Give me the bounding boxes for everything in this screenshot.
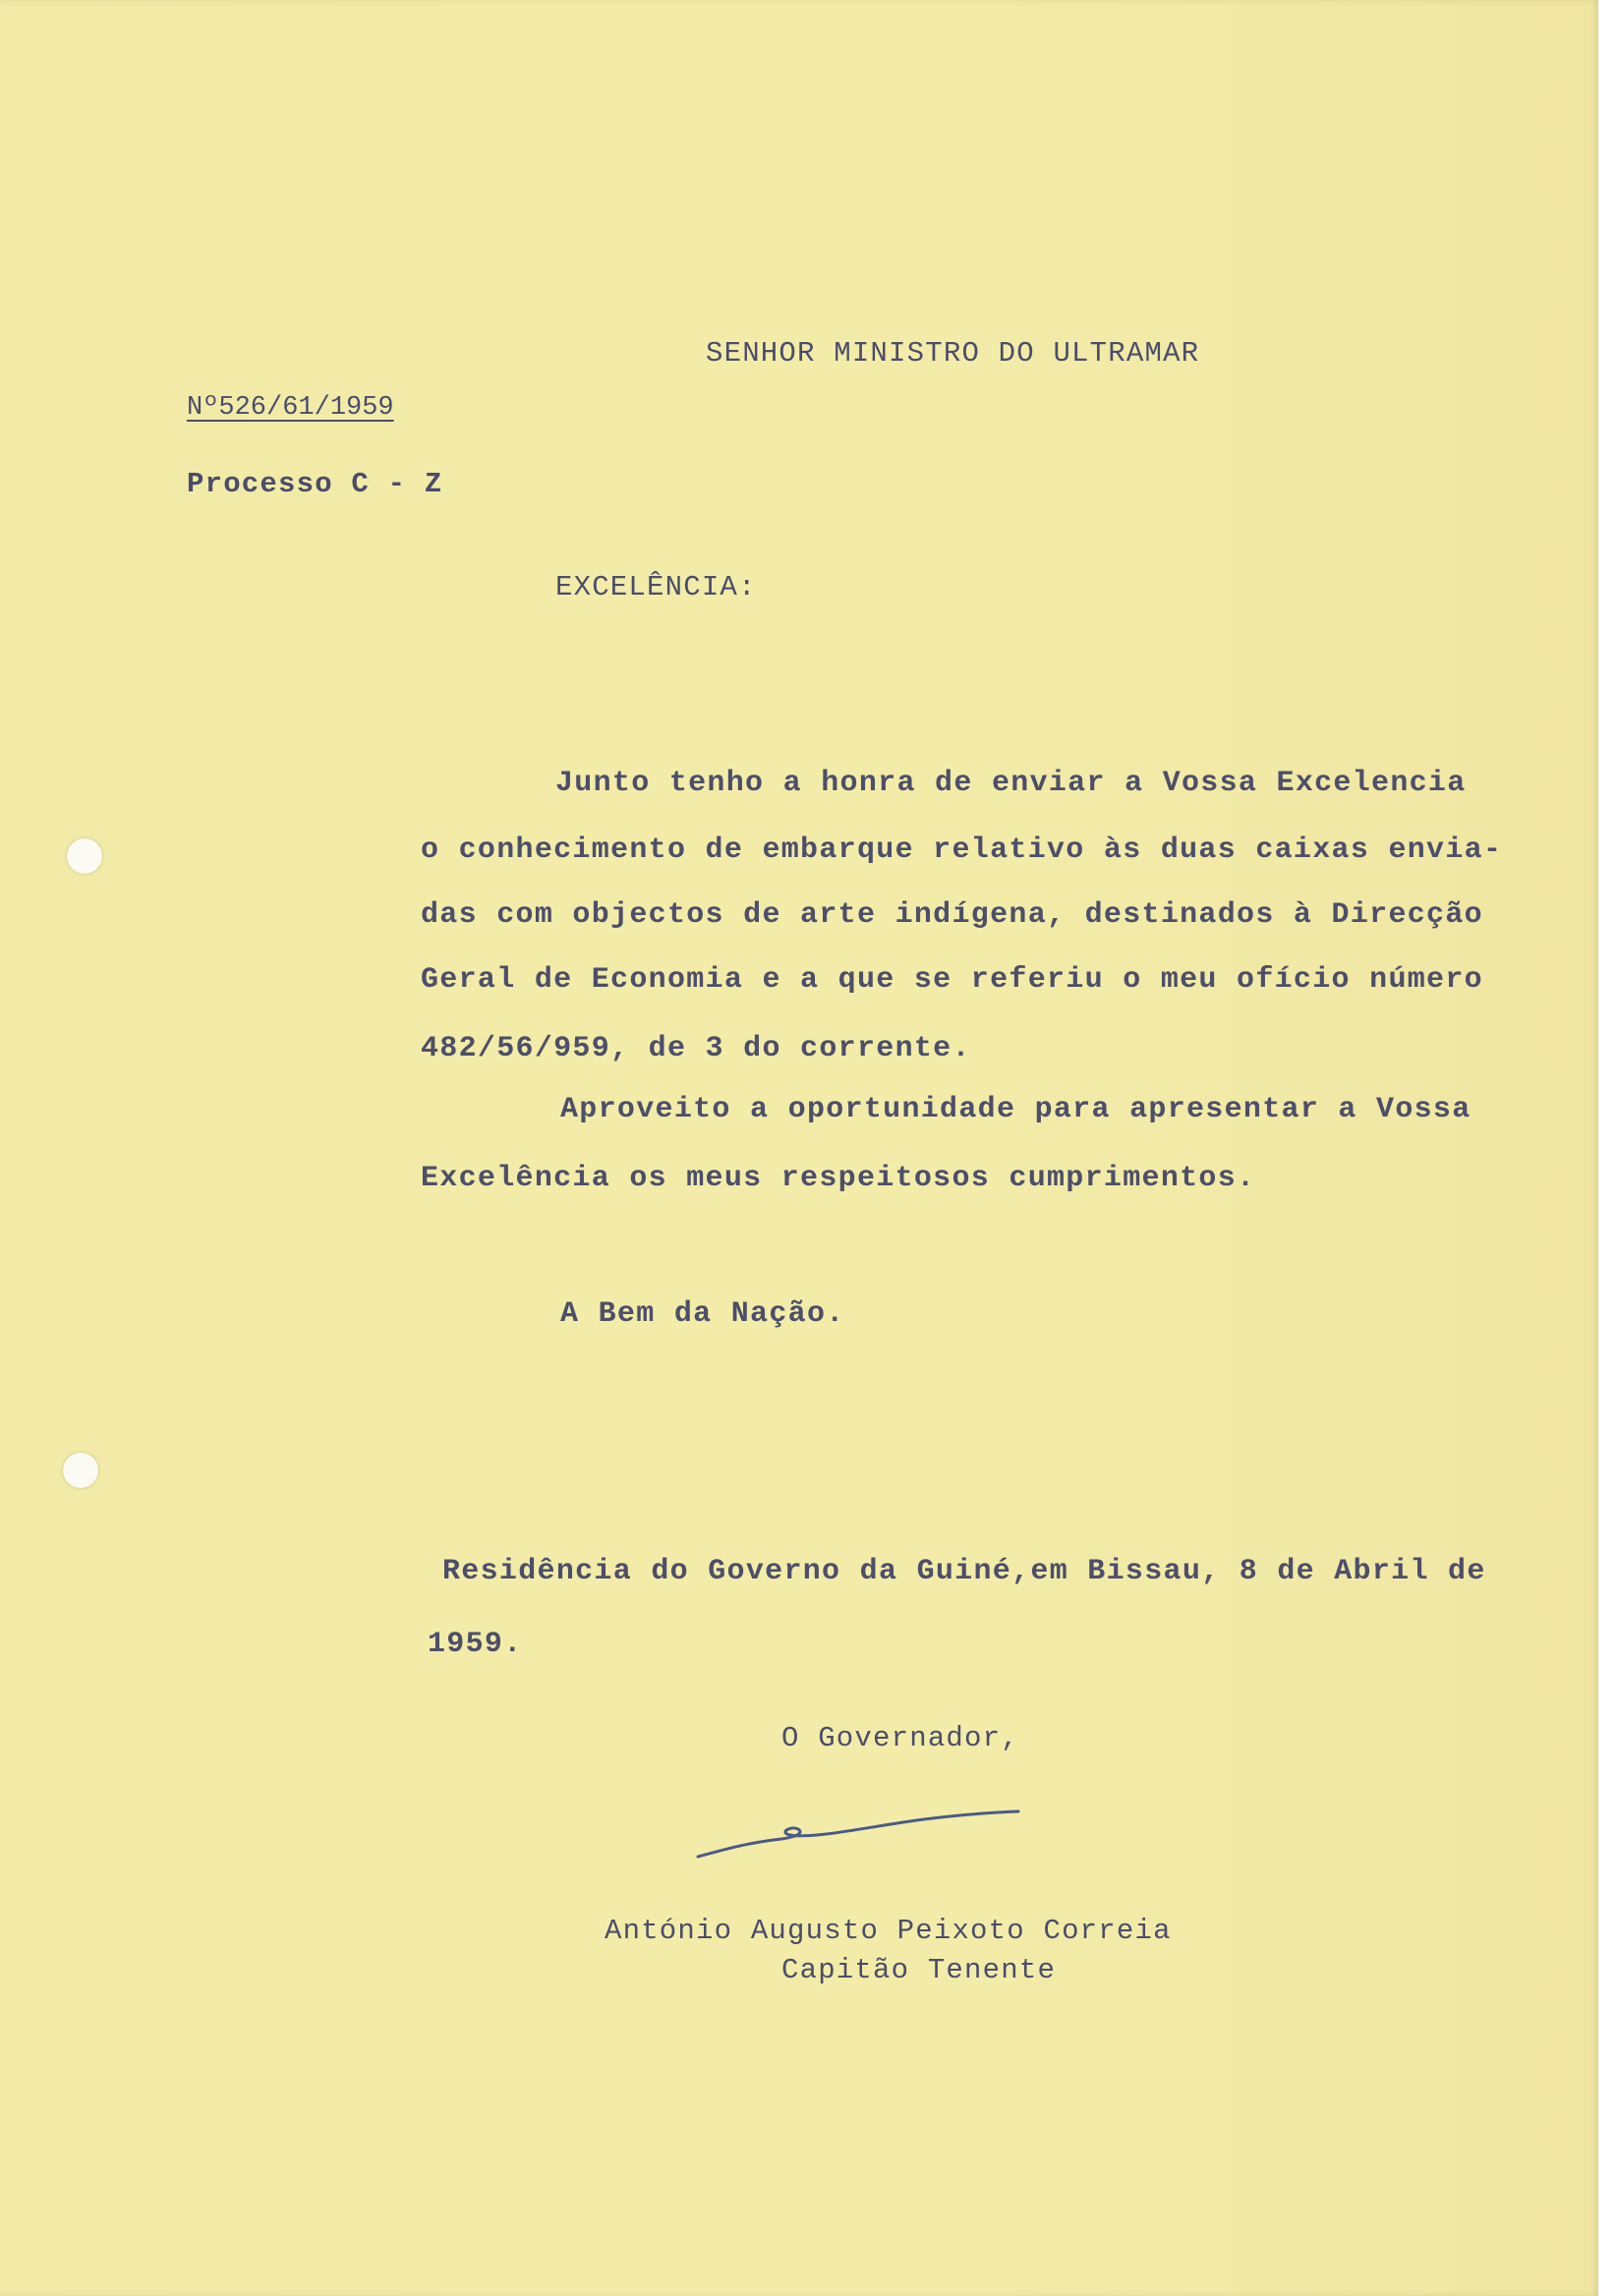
paragraph-line: das com objectos de arte indígena, destinados à Direcção [421,898,1483,932]
place-date-line: Residência do Governo da Guiné,em Bissau, 8 de Abril de [442,1555,1486,1588]
salutation: EXCELÊNCIA: [555,571,757,603]
process-reference: Processo C - Z [187,468,443,500]
paragraph-line: 482/56/959, de 3 do corrente. [421,1032,971,1065]
paragraph-line: Junto tenho a honra de enviar a Vossa Excelencia [555,767,1467,800]
paragraph-line: o conhecimento de embarque relativo às duas caixas envia- [421,833,1503,867]
addressee-heading: SENHOR MINISTRO DO ULTRAMAR [706,337,1200,370]
punch-hole [63,1453,98,1488]
paragraph-line: Aproveito a oportunidade para apresentar a Vossa [560,1093,1471,1126]
place-date-line: 1959. [428,1628,523,1661]
closing-formula: A Bem da Nação. [560,1297,845,1331]
paragraph-line: Excelência os meus respeitosos cumprimentos. [421,1162,1256,1195]
handwritten-signature [688,1804,1022,1872]
paragraph-line: Geral de Economia e a que se referiu o meu ofício número [421,963,1483,997]
signatory-title: O Governador, [781,1722,1019,1754]
signatory-name: António Augusto Peixoto Correia [605,1915,1172,1947]
signatory-rank: Capitão Tenente [781,1954,1057,1986]
reference-number: Nº526/61/1959 [187,393,394,423]
punch-hole [67,838,102,874]
